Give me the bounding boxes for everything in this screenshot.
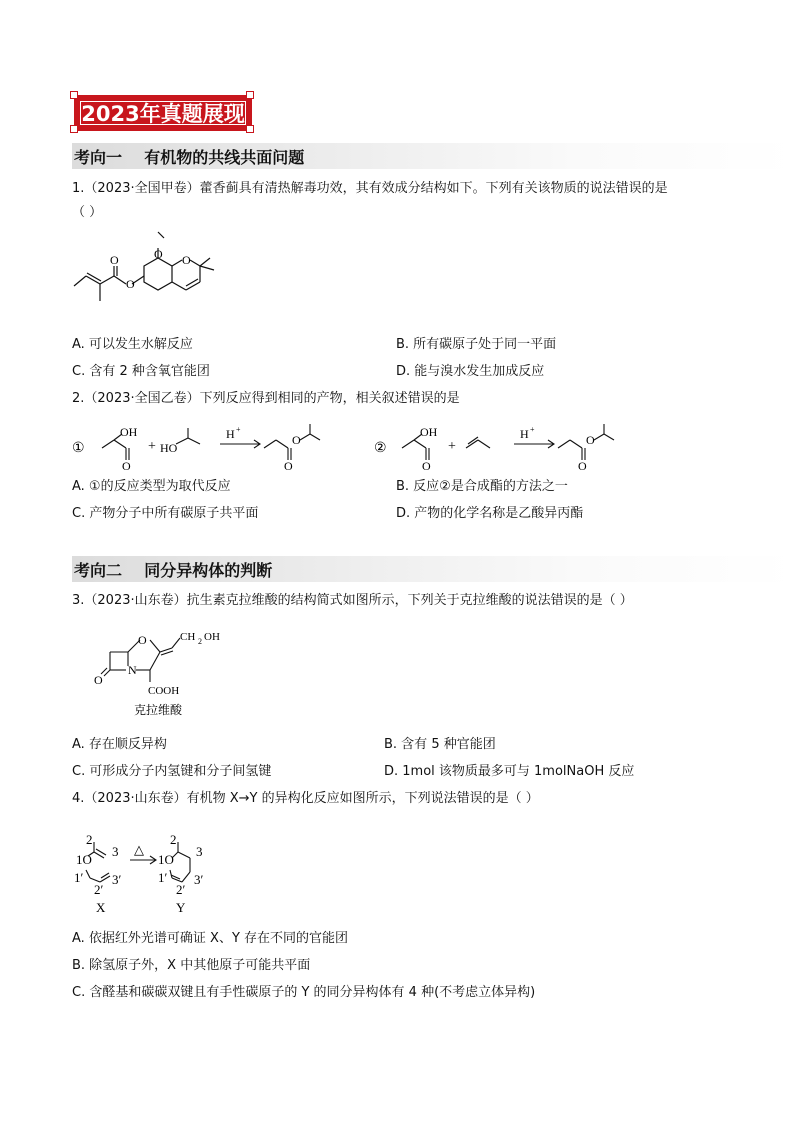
banner-corner-ornament [70,91,78,99]
q4-reaction-scheme [72,826,222,918]
svg-text:HO: HO [160,441,178,455]
svg-text:Y: Y [176,900,186,915]
svg-text:O: O [110,253,119,267]
section-title: 考向一 有机物的共线共面问题 [74,148,305,167]
q2-option-b: B. 反应②是合成酯的方法之一 [396,479,568,494]
question-4-stem: 4.（2023·山东卷）有机物 X→Y 的异构化反应如图所示，下列说法错误的是（ ） [72,791,539,806]
q4-option-c: C. 含醛基和碳碳双键且有手性碳原子的 Y 的同分异构体有 4 种(不考虑立体异构) [72,985,536,1000]
svg-text:①: ① [72,441,85,456]
svg-text:+: + [236,425,241,434]
q3-option-c: C. 可形成分子内氢键和分子间氢键 [72,764,272,779]
svg-text:1O: 1O [76,852,92,867]
svg-text:OH: OH [120,425,138,439]
svg-text:X: X [96,900,106,915]
svg-text:OH: OH [204,631,220,643]
svg-text:2: 2 [198,637,202,646]
q1-option-a: A. 可以发生水解反应 [72,337,193,352]
svg-text:2: 2 [170,832,177,847]
svg-text:O: O [122,459,131,473]
year-banner [74,95,252,131]
section-header-2 [72,556,794,582]
q2-option-d: D. 产物的化学名称是乙酸异丙酯 [396,506,584,521]
q4-option-a: A. 依据红外光谱可确证 X、Y 存在不同的官能团 [72,931,349,946]
svg-text:O: O [154,247,163,261]
q4-option-b: B. 除氢原子外，X 中其他原子可能共平面 [72,958,311,973]
svg-text:克拉维酸: 克拉维酸 [134,703,183,717]
q3-option-a: A. 存在顺反异构 [72,737,167,752]
svg-text:O: O [586,433,595,447]
svg-text:CH: CH [180,631,196,643]
banner-corner-ornament [246,91,254,99]
q3-structure-diagram [92,618,232,722]
svg-text:OH: OH [420,425,438,439]
svg-text:+: + [530,425,535,434]
section-header-1 [72,143,794,169]
svg-text:1′: 1′ [158,870,168,885]
q3-option-b: B. 含有 5 种官能团 [384,737,496,752]
svg-text:O: O [284,459,293,473]
svg-text:O: O [126,277,135,291]
svg-text:H: H [520,427,529,441]
svg-text:△: △ [134,842,144,857]
svg-text:3′: 3′ [112,872,122,887]
svg-text:3: 3 [196,844,203,859]
q2-reaction-scheme [70,418,710,474]
svg-text:O: O [182,253,191,267]
q3-option-d: D. 1mol 该物质最多可与 1molNaOH 反应 [384,764,635,779]
svg-text:+: + [448,439,456,454]
q1-option-d: D. 能与溴水发生加成反应 [396,364,545,379]
svg-text:O: O [422,459,431,473]
svg-text:2′: 2′ [94,882,104,897]
q1-option-c: C. 含有 2 种含氧官能团 [72,364,210,379]
question-3-stem: 3.（2023·山东卷）抗生素克拉维酸的结构简式如图所示，下列关于克拉维酸的说法错误的是（ ） [72,593,633,608]
svg-text:2: 2 [86,832,93,847]
svg-text:1O: 1O [158,852,174,867]
banner-title: 2023年真题展现 [81,102,245,126]
svg-text:O: O [94,673,103,687]
svg-text:②: ② [374,441,387,456]
section-title: 考向二 同分异构体的判断 [74,561,273,580]
question-1-stem: 1.（2023·全国甲卷）藿香蓟具有清热解毒功效，其有效成分结构如下。下列有关该物质的说法错误的是 [72,181,668,196]
q1-structure-diagram [70,226,250,326]
q2-option-a: A. ①的反应类型为取代反应 [72,479,231,494]
answer-blank: （ ） [72,205,103,220]
svg-text:3′: 3′ [194,872,204,887]
q1-option-b: B. 所有碳原子处于同一平面 [396,337,557,352]
svg-text:2′: 2′ [176,882,186,897]
svg-text:1′: 1′ [74,870,84,885]
svg-text:O: O [578,459,587,473]
svg-text:N: N [128,663,137,677]
banner-corner-ornament [70,125,78,133]
svg-text:+: + [148,439,156,454]
svg-text:O: O [292,433,301,447]
q2-option-c: C. 产物分子中所有碳原子共平面 [72,506,259,521]
svg-text:H: H [226,427,235,441]
svg-text:O: O [138,633,147,647]
question-2-stem: 2.（2023·全国乙卷）下列反应得到相同的产物，相关叙述错误的是 [72,391,460,406]
svg-text:COOH: COOH [148,685,180,697]
svg-text:3: 3 [112,844,119,859]
banner-corner-ornament [246,125,254,133]
